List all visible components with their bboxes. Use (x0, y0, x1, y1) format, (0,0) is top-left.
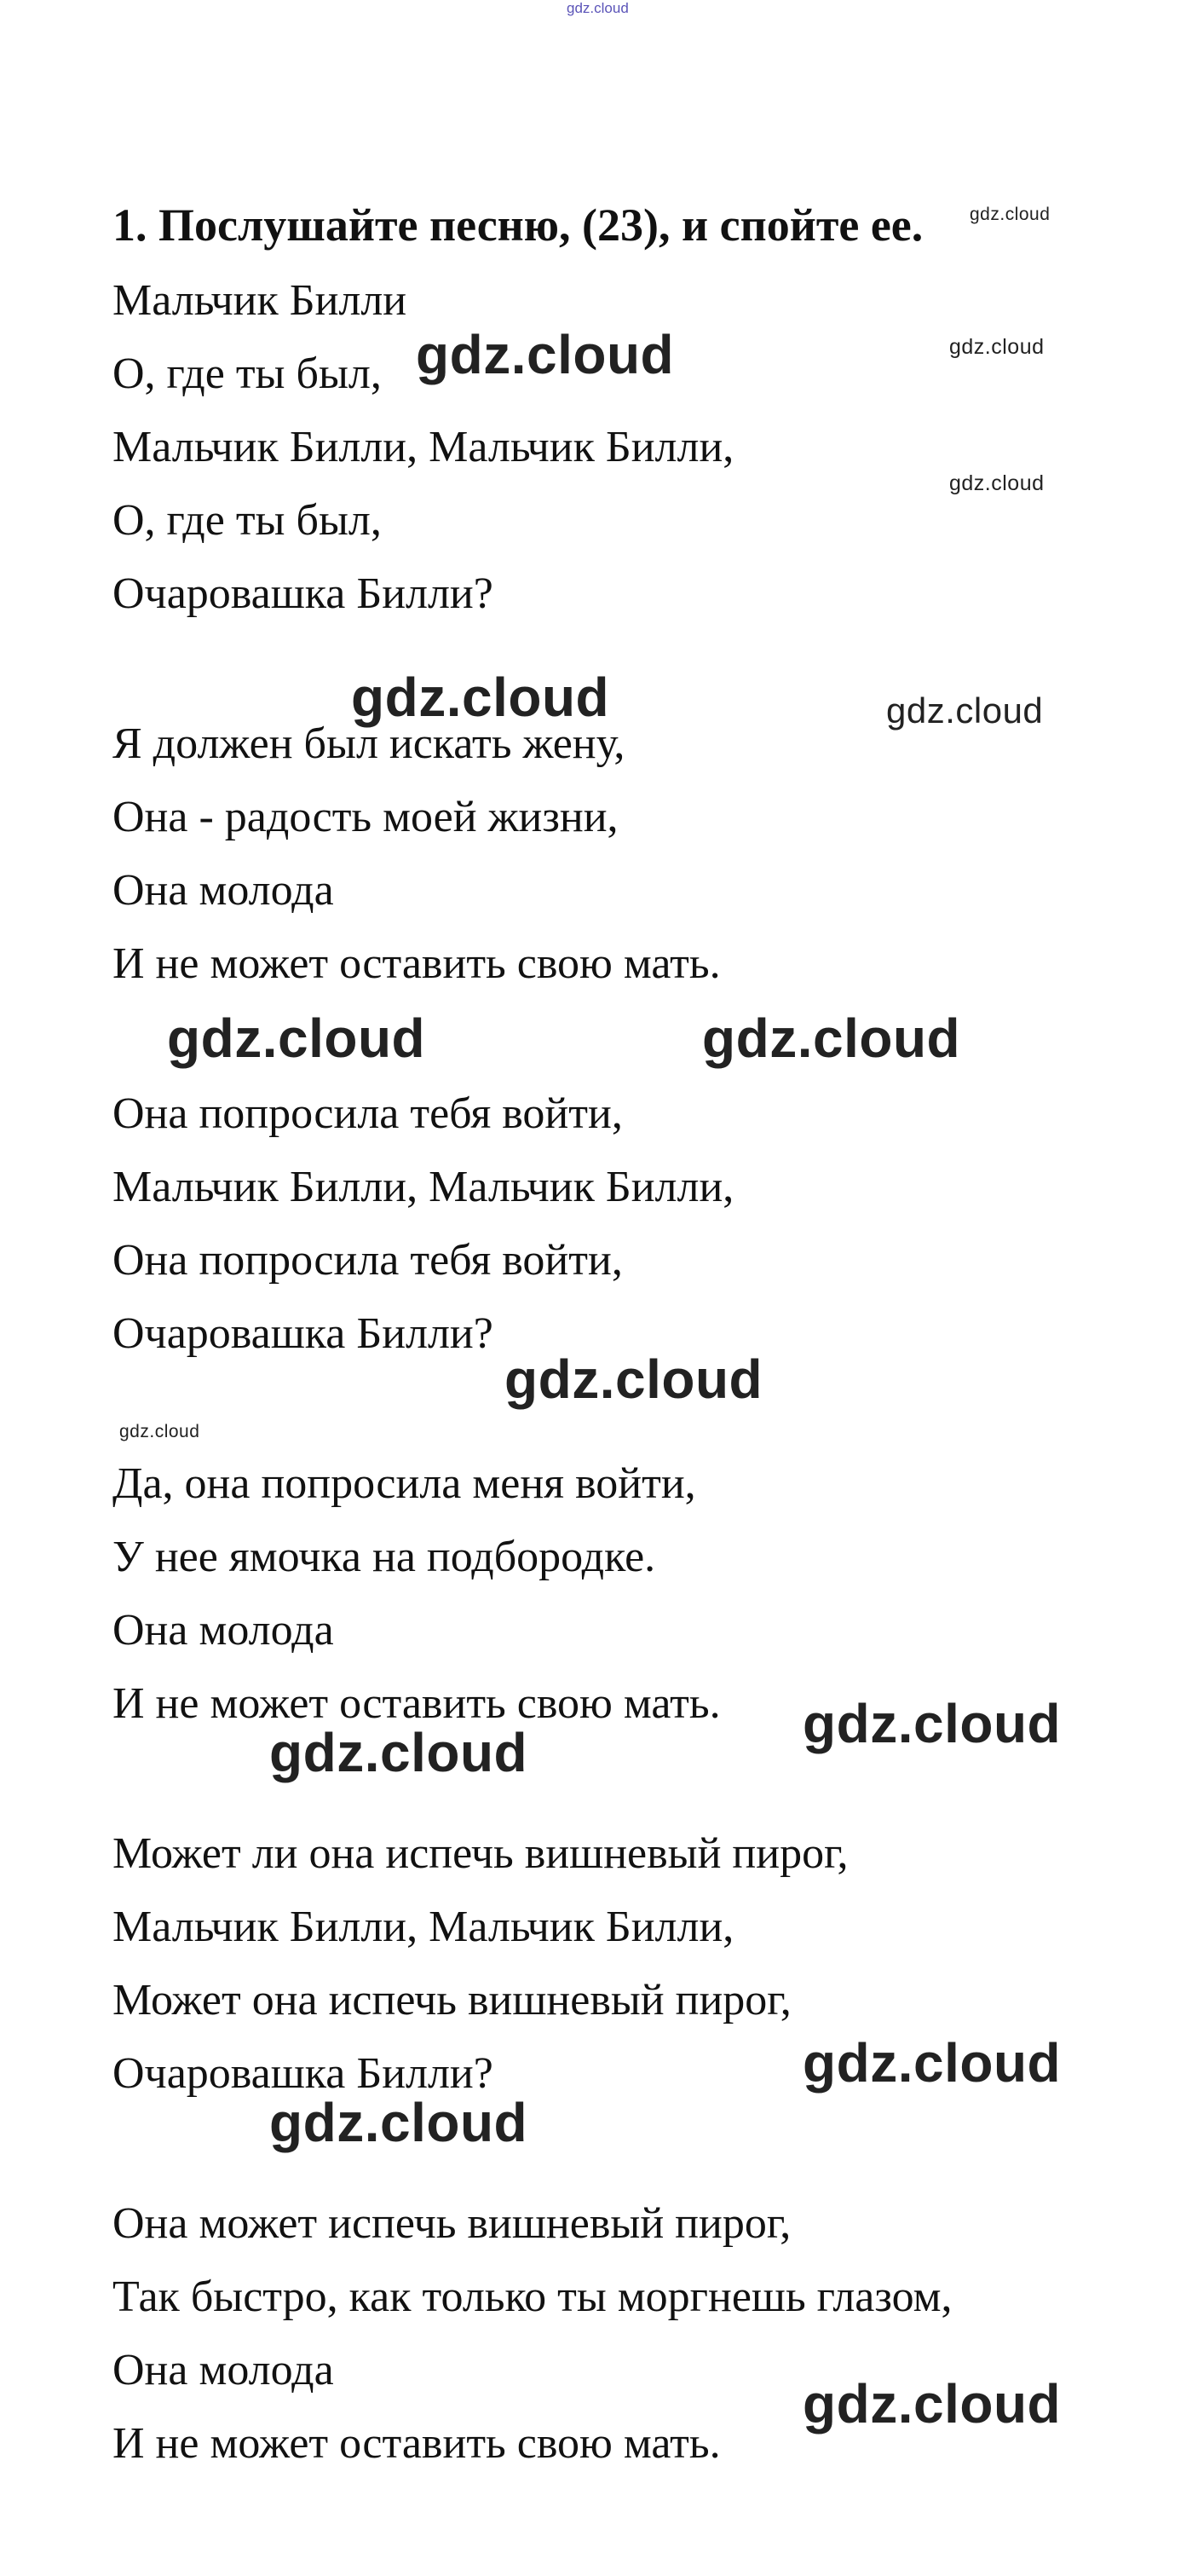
lyric-line: Так быстро, как только ты моргнешь глазом, (112, 2273, 953, 2321)
exercise-title: 1. Послушайте песню, (23), и спойте ее. (112, 199, 924, 251)
lyric-line: Очаровашка Билли? (112, 1309, 493, 1358)
top-watermark: gdz.cloud (567, 0, 629, 16)
lyric-line: Очаровашка Билли? (112, 2049, 493, 2098)
lyric-line: Она попросила тебя войти, (112, 1089, 623, 1138)
watermark: gdz.cloud (702, 1008, 961, 1069)
lyric-line: Она может испечь вишневый пирог, (112, 2199, 792, 2248)
lyric-line: И не может оставить свою мать. (112, 1679, 721, 1728)
lyric-line: Очаровашка Билли? (112, 569, 493, 618)
watermark: gdz.cloud (970, 205, 1051, 224)
lyric-line: Она молода (112, 866, 334, 915)
watermark: gdz.cloud (803, 2373, 1062, 2434)
lyric-line: Она молода (112, 2346, 334, 2394)
watermark: gdz.cloud (803, 1693, 1062, 1754)
watermark: gdz.cloud (119, 1422, 200, 1441)
lyric-line: Я должен был искать жену, (112, 719, 625, 768)
watermark: gdz.cloud (949, 335, 1045, 359)
watermark: gdz.cloud (269, 2092, 528, 2153)
lyric-line: Она - радость моей жизни, (112, 793, 619, 841)
watermark: gdz.cloud (949, 471, 1045, 495)
watermark: gdz.cloud (351, 667, 610, 728)
lyric-line: И не может оставить свою мать. (112, 2419, 721, 2468)
watermark: gdz.cloud (504, 1349, 763, 1410)
lyric-line: И не может оставить свою мать. (112, 939, 721, 988)
lyric-line: Мальчик Билли, Мальчик Билли, (112, 423, 734, 471)
lyric-line: Она молода (112, 1606, 334, 1655)
lyric-line: Мальчик Билли, Мальчик Билли, (112, 1903, 734, 1951)
watermark: gdz.cloud (269, 1722, 528, 1783)
lyric-line: Мальчик Билли (112, 276, 407, 325)
lyric-line: О, где ты был, (112, 496, 382, 545)
lyric-line: Да, она попросила меня войти, (112, 1459, 696, 1508)
watermark: gdz.cloud (803, 2032, 1062, 2094)
lyric-line: О, где ты был, (112, 349, 382, 398)
lyric-line: Может ли она испечь вишневый пирог, (112, 1829, 849, 1878)
watermark: gdz.cloud (167, 1008, 426, 1069)
lyric-line: У нее ямочка на подбородке. (112, 1533, 656, 1581)
watermark: gdz.cloud (416, 324, 675, 385)
lyric-line: Может она испечь вишневый пирог, (112, 1976, 792, 2024)
watermark: gdz.cloud (886, 690, 1044, 731)
lyric-line: Она попросила тебя войти, (112, 1236, 623, 1285)
lyric-line: Мальчик Билли, Мальчик Билли, (112, 1163, 734, 1211)
